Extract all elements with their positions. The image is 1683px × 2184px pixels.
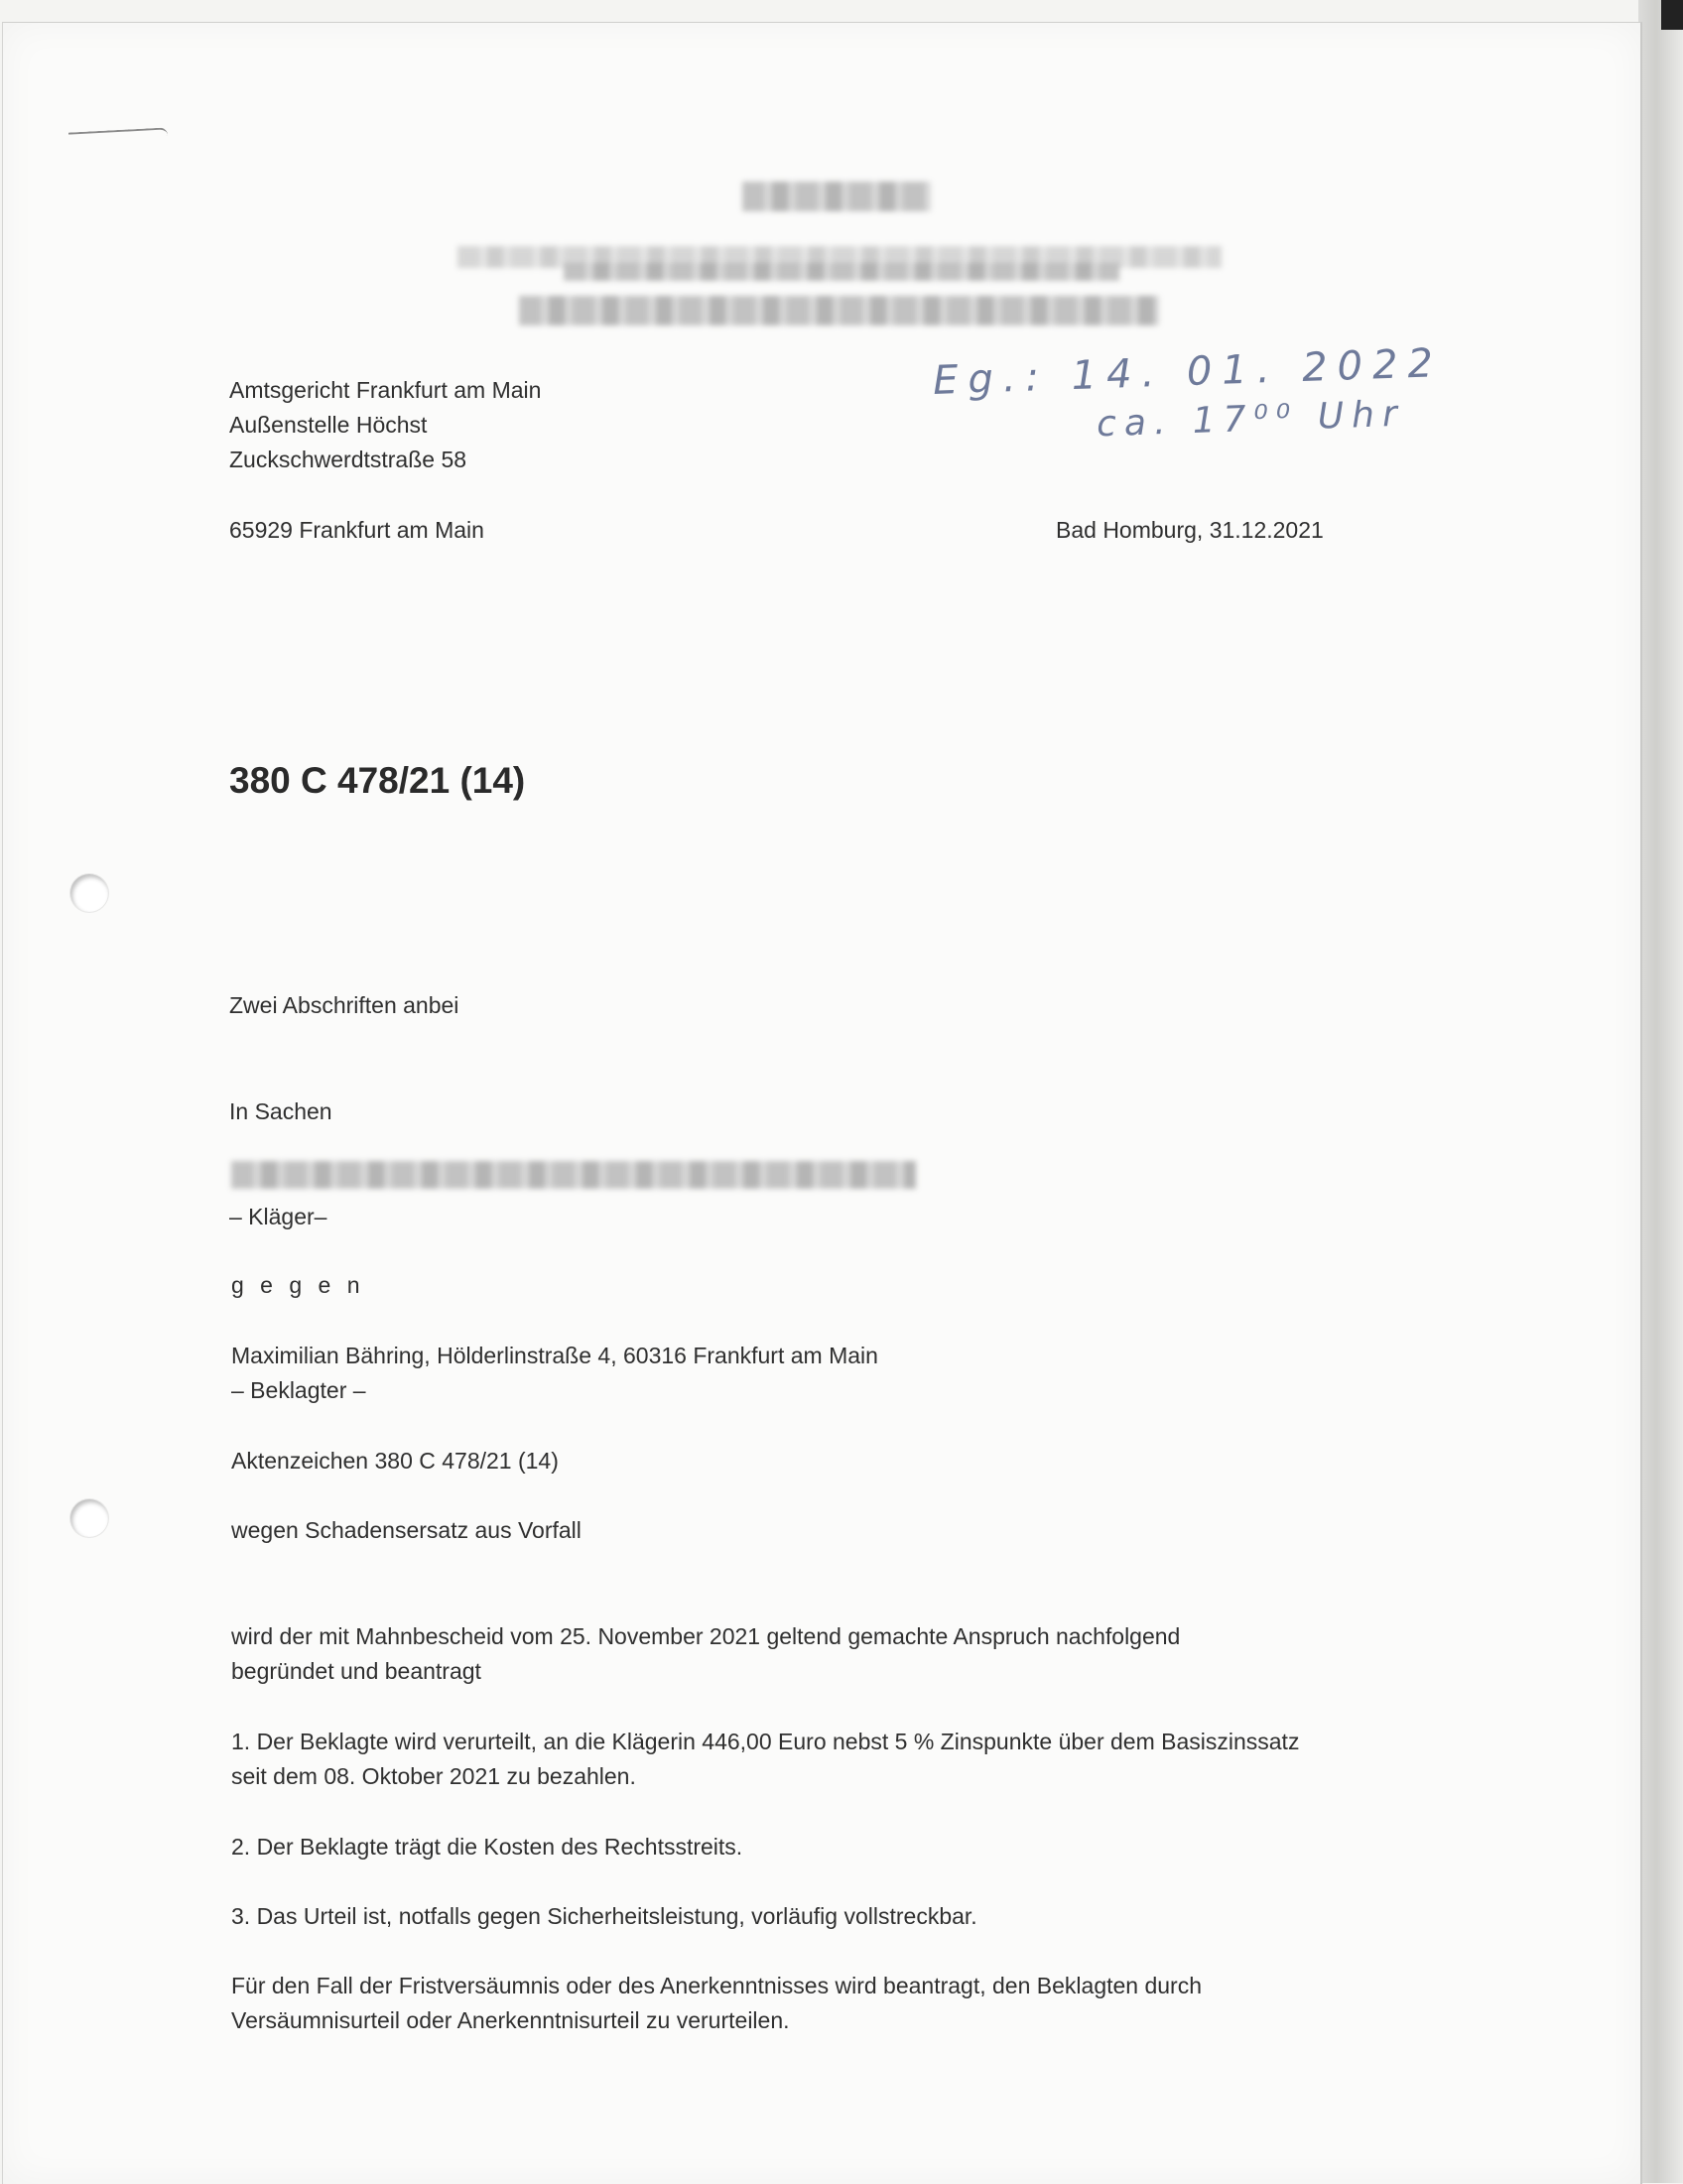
place-date: Bad Homburg, 31.12.2021 bbox=[1056, 517, 1324, 543]
defendant-name-address: Maximilian Bähring, Hölderlinstraße 4, 60316 Frankfurt am Main bbox=[231, 1343, 878, 1368]
staple-mark bbox=[68, 127, 168, 140]
scanner-edge bbox=[1638, 0, 1683, 2183]
intro-line: wird der mit Mahnbescheid vom 25. November 2021 geltend gemachte Anspruch nachfolgend bbox=[231, 1623, 1181, 1649]
redacted-letterhead-4 bbox=[519, 296, 1159, 325]
redacted-letterhead-3 bbox=[564, 263, 1119, 281]
in-matter-label: In Sachen bbox=[229, 1098, 332, 1124]
intro-line: begründet und beantragt bbox=[231, 1658, 481, 1684]
court-city: 65929 Frankfurt am Main bbox=[229, 517, 484, 543]
court-name: Amtsgericht Frankfurt am Main bbox=[229, 377, 542, 403]
copies-note: Zwei Abschriften anbei bbox=[229, 992, 459, 1018]
closing-paragraph bbox=[231, 1969, 1202, 2038]
punch-hole bbox=[70, 874, 108, 912]
scanner-corner bbox=[1661, 0, 1683, 30]
defendant-role: – Beklagter – bbox=[231, 1377, 366, 1403]
handwritten-receipt-time: ca. 17⁰⁰ Uhr bbox=[1096, 393, 1406, 446]
redacted-plaintiff bbox=[231, 1161, 916, 1189]
closing-line: Für den Fall der Fristversäumnis oder des Anerkenntnisses wird beantragt, den Beklagten durch bbox=[231, 1973, 1203, 1998]
redacted-letterhead-1 bbox=[742, 182, 931, 211]
punch-hole bbox=[70, 1499, 108, 1537]
handwritten-receipt-date: Eg.: 14. 01. 2022 bbox=[932, 340, 1444, 404]
versus-label: g e g e n bbox=[231, 1272, 365, 1298]
subject-line: wegen Schadensersatz aus Vorfall bbox=[231, 1517, 582, 1543]
file-reference: Aktenzeichen 380 C 478/21 (14) bbox=[231, 1448, 559, 1474]
court-branch: Außenstelle Höchst bbox=[229, 412, 428, 438]
claim-2: 2. Der Beklagte trägt die Kosten des Rechtsstreits. bbox=[231, 1834, 743, 1860]
claim-line: seit dem 08. Oktober 2021 zu bezahlen. bbox=[231, 1763, 636, 1789]
court-address bbox=[229, 373, 541, 477]
claim-line: 1. Der Beklagte wird verurteilt, an die Klägerin 446,00 Euro nebst 5 % Zinspunkte über dem Basiszinssatz bbox=[231, 1729, 1300, 1754]
court-street: Zuckschwerdtstraße 58 bbox=[229, 447, 467, 472]
closing-line: Versäumnisurteil oder Anerkenntnisurteil zu verurteilen. bbox=[231, 2007, 790, 2033]
intro-paragraph bbox=[231, 1619, 1180, 1689]
claim-3: 3. Das Urteil ist, notfalls gegen Sicherheitsleistung, vorläufig vollstreckbar. bbox=[231, 1903, 977, 1929]
case-number-heading: 380 C 478/21 (14) bbox=[229, 760, 526, 801]
plaintiff-role: – Kläger– bbox=[229, 1204, 327, 1229]
claim-1 bbox=[231, 1725, 1299, 1794]
